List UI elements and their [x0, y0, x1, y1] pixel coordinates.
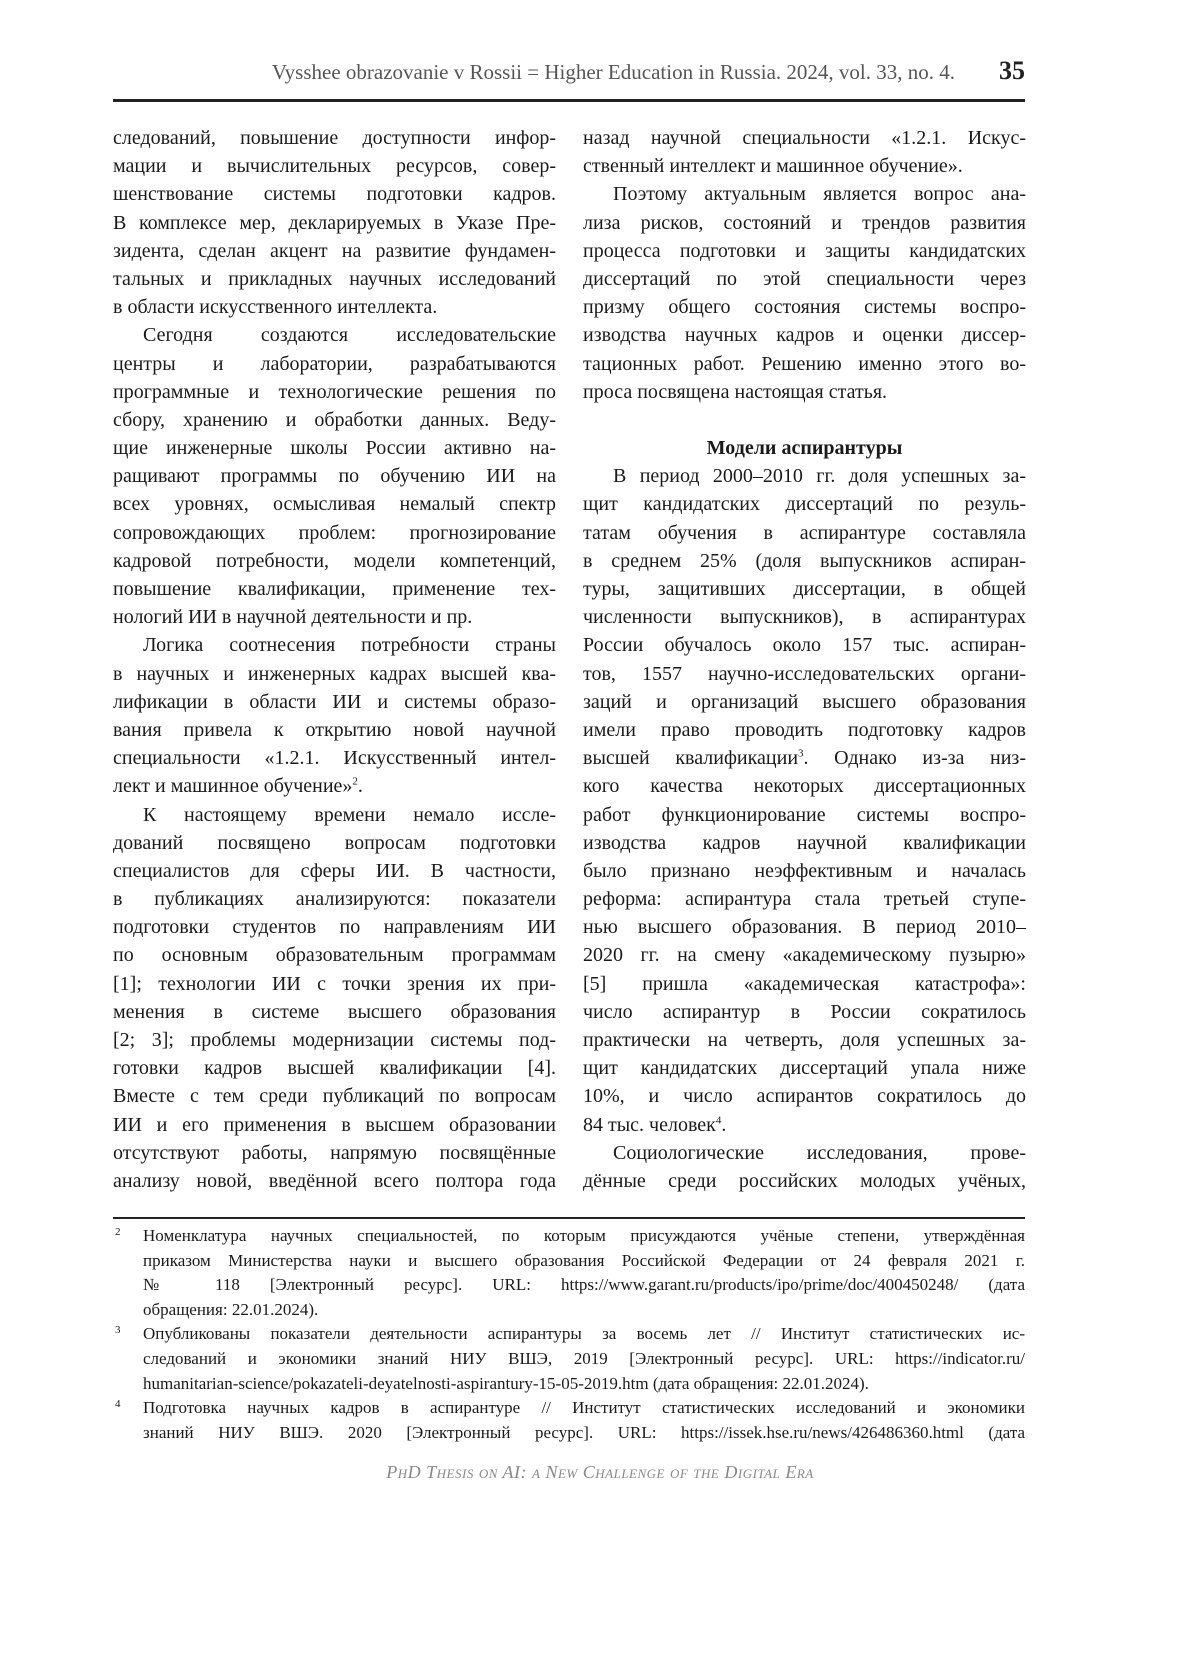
text-line: центры и лаборатории, разрабатываются [113, 352, 556, 375]
text-line: сбору, хранению и обработки данных. Веду- [113, 408, 556, 431]
text-line: татам обучения в аспирантуре составляла [583, 521, 1026, 544]
text-line: [5] пришла «академическая катастрофа»: [583, 972, 1026, 995]
paragraph [113, 321, 556, 631]
spacer [583, 406, 1026, 434]
text-line: изводства научных кадров и оценки диссер- [583, 324, 1026, 347]
text-line: заций и организаций высшего образования [583, 690, 1026, 713]
text-line: призму общего состояния системы воспро- [583, 296, 1026, 319]
text-line: [1]; технологии ИИ с точки зрения их при- [113, 972, 556, 995]
text-line: ращивают программы по обучению ИИ на [113, 465, 556, 488]
text-fragment: . [357, 775, 363, 798]
text-line: шенствование системы подготовки кадров. [113, 183, 556, 206]
footnote-reference: 3 [798, 747, 804, 760]
text-line: диссертаций по этой специальности через [583, 267, 1026, 290]
footnote-number: 4 [115, 1398, 121, 1411]
text-line: лификации в области ИИ и системы образо- [113, 690, 556, 713]
text-line: Логика соотнесения потребности страны [143, 634, 556, 657]
text-line: специалистов для сферы ИИ. В частности, [113, 859, 556, 882]
text-line: всех уровнях, осмысливая немалый спектр [113, 493, 556, 516]
footnote-line: Подготовка научных кадров в аспирантуре // Институт статистических исследований и экономики [143, 1398, 1025, 1418]
running-footer: PhD Thesis on AI: a New Challenge of the Digital Era [386, 1462, 814, 1482]
text-line: нологий ИИ в научной деятельности и пр. [113, 606, 473, 629]
text-line: имели право проводить подготовку кадров [583, 718, 1026, 741]
header-divider [113, 99, 1025, 102]
text-fragment: 84 тыс. человек [583, 1113, 716, 1136]
text-line: реформа: аспирантура стала третьей ступе- [583, 888, 1026, 911]
text-line: вания привела к открытию новой научной [113, 718, 556, 741]
text-line: России обучалось около 157 тыс. аспиран- [583, 634, 1026, 657]
text-line: анализу новой, введённой всего полтора года [113, 1169, 556, 1192]
section-heading: Модели аспирантуры [706, 437, 903, 460]
text-line: практически на четверть, доля успешных за- [583, 1029, 1026, 1051]
text-line: В комплексе мер, декларируемых в Указе Пре- [113, 211, 556, 234]
text-fragment: . [721, 1113, 727, 1136]
text-line: туры, защитивших диссертации, в общей [583, 578, 1026, 600]
text-line: менения в системе высшего образования [113, 1000, 556, 1023]
paragraph [583, 180, 1026, 406]
text-fragment: высшей квалификации [583, 747, 799, 770]
text-line: [2; 3]; проблемы модернизации системы под- [113, 1029, 556, 1051]
text-line: повышение квалификации, применение тех- [113, 578, 556, 600]
paragraph [113, 631, 556, 800]
paragraph [113, 124, 556, 321]
paragraph [583, 124, 1026, 180]
paragraph [583, 462, 1026, 1139]
text-line: лиза рисков, состояний и трендов развития [583, 211, 1026, 234]
text-line: щие инженерные школы России активно на- [113, 437, 556, 460]
text-fragment: лект и машинное обучение» [113, 775, 353, 798]
footnote [113, 1224, 1025, 1322]
footnote-divider [113, 1217, 1025, 1219]
text-line: процесса подготовки и защиты кандидатских [583, 239, 1026, 262]
text-line: 2020 гг. на смену «академическому пузырю» [583, 944, 1026, 967]
text-line: отсутствуют работы, напрямую посвящённые [113, 1141, 556, 1164]
footnote-line: следований и экономики знаний НИУ ВШЭ, 2019 [Электронный ресурс]. URL: https://indicator.ru/ [143, 1348, 1025, 1368]
text-line: нью высшего образования. В период 2010– [583, 916, 1026, 939]
running-header [113, 56, 1025, 88]
text-line: следований, повышение доступности инфор- [113, 127, 556, 149]
text-line: тационных работ. Решению именно этого во- [583, 352, 1026, 375]
text-line: 10%, и число аспирантов сократилось до [583, 1085, 1026, 1108]
text-line: Сегодня создаются исследовательские [143, 324, 556, 347]
text-line: сопровождающих проблем: прогнозирование [113, 521, 556, 544]
text-line: дований посвящено вопросам подготовки [113, 831, 556, 854]
text-line: в области искусственного интеллекта. [113, 296, 438, 319]
text-line: кого качества некоторых диссертационных [583, 775, 1026, 798]
text-line: по основным образовательным программам [113, 944, 556, 967]
footnote [113, 1396, 1025, 1445]
text-line: назад научной специальности «1.2.1. Искус- [583, 127, 1026, 149]
footnote-line: обращения: 22.01.2024). [143, 1299, 319, 1319]
footnote-number: 2 [115, 1226, 121, 1238]
text-line [583, 1111, 1026, 1139]
page-number: 35 [999, 56, 1025, 85]
footnote-line: № 118 [Электронный ресурс]. URL: https://www.garant.ru/products/ipo/prime/doc/400450248/ (дата [143, 1275, 1025, 1295]
paragraph [113, 801, 556, 1196]
text-line: Вместе с тем среди публикаций по вопросам [113, 1085, 556, 1108]
text-line: тов, 1557 научно-исследовательских органи- [583, 662, 1026, 685]
right-column [583, 124, 1026, 1195]
footnote-line: приказом Министерства науки и высшего образования Российской Федерации от 24 февраля 2021 г. [143, 1250, 1025, 1270]
text-line: ственный интеллект и машинное обучение». [583, 155, 963, 178]
footnote-line: humanitarian-science/pokazateli-deyatelnosti-aspirantury-15-05-2019.htm (дата обращения: 22.01.2024). [143, 1373, 869, 1393]
text-line [583, 744, 1026, 772]
text-line: подготовки студентов по направлениям ИИ [113, 916, 556, 939]
text-line: было признано неэффективным и началась [583, 859, 1026, 882]
footnote-line: Опубликованы показатели деятельности аспирантуры за восемь лет // Институт статистических ис- [143, 1324, 1025, 1344]
text-line: К настоящему времени немало иссле- [143, 803, 556, 826]
text-line: зидента, сделан акцент на развитие фундамен- [113, 239, 556, 262]
paragraph [583, 1139, 1026, 1195]
text-line: в среднем 25% (доля выпускников аспиран- [583, 549, 1026, 572]
text-line: проса посвящена настоящая статья. [583, 380, 888, 403]
text-line: работ функционирование системы воспро- [583, 803, 1026, 826]
text-line: специальности «1.2.1. Искусственный интел- [113, 747, 556, 770]
text-line: число аспирантур в России сократилось [583, 1000, 1026, 1023]
footnote-number: 3 [115, 1324, 121, 1337]
text-line: щит кандидатских диссертаций упала ниже [583, 1057, 1026, 1080]
footnote-reference: 2 [352, 775, 358, 788]
text-line [113, 772, 556, 800]
footnotes [113, 1224, 1025, 1445]
footnote [113, 1322, 1025, 1396]
text-line: мации и вычислительных ресурсов, совер- [113, 155, 556, 178]
text-line: ИИ и его применения в высшем образовании [113, 1113, 556, 1136]
footnote-line: знаний НИУ ВШЭ. 2020 [Электронный ресурс]. URL: https://issek.hse.ru/news/426486360.html (дата [143, 1422, 1025, 1442]
journal-citation: Vysshee obrazovanie v Rossii = Higher Education in Russia. 2024, vol. 33, no. 4. [271, 60, 955, 84]
text-line: тальных и прикладных научных исследований [113, 267, 556, 290]
footnote-line: Номенклатура научных специальностей, по которым присуждаются учёные степени, утверждённая [143, 1226, 1025, 1245]
text-line: Поэтому актуальным является вопрос ана- [613, 183, 1026, 206]
left-column [113, 124, 556, 1195]
text-line: В период 2000–2010 гг. доля успешных за- [613, 465, 1026, 488]
footnote-reference: 4 [715, 1113, 722, 1126]
text-line: Социологические исследования, прове- [613, 1141, 1026, 1164]
text-line: в научных и инженерных кадрах высшей ква- [113, 662, 556, 685]
text-line: изводства кадров научной квалификации [583, 831, 1026, 854]
text-line: готовки кадров высшей квалификации [4]. [113, 1057, 556, 1080]
text-line: в публикациях анализируются: показатели [113, 888, 556, 911]
text-fragment: . Однако из-за низ- [803, 747, 1026, 770]
text-line: щит кандидатских диссертаций по резуль- [583, 493, 1026, 516]
text-line: дённые среди российских молодых учёных, [583, 1169, 1026, 1192]
text-line: численности выпускников), в аспирантурах [583, 606, 1026, 629]
text-line: кадровой потребности, модели компетенций, [113, 549, 556, 572]
text-line: программные и технологические решения по [113, 380, 556, 403]
